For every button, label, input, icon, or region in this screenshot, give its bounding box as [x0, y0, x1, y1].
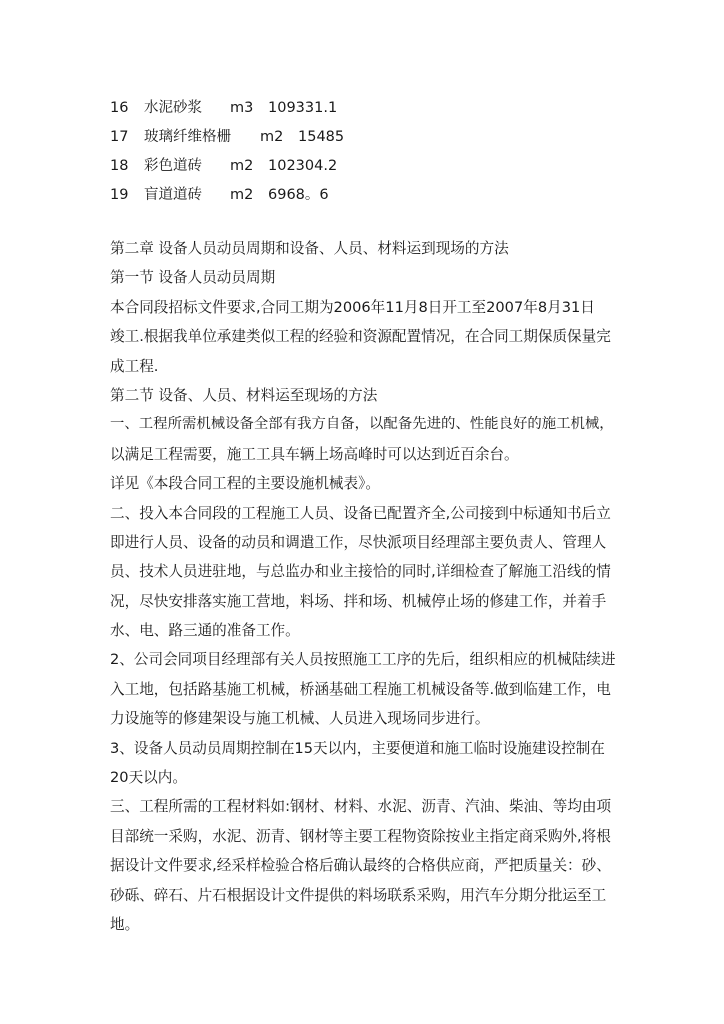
material-qty: 102304.2 — [268, 158, 338, 174]
paragraph-line: 2、公司会同项目经理部有关人员按照施工工序的先后，组织相应的机械陆续进 — [110, 651, 616, 669]
paragraph-line: 即进行人员、设备的动员和调遣工作，尽快派项目经理部主要负责人、管理人 — [110, 533, 607, 551]
paragraph-line: 入工地，包括路基施工机械，桥涵基础工程施工机械设备等.做到临建工作，电 — [110, 680, 611, 698]
paragraph-line: 地。 — [110, 915, 140, 933]
material-qty: 15485 — [298, 129, 345, 145]
material-row — [110, 94, 610, 123]
material-qty: 6968。6 — [268, 187, 329, 203]
chapter-heading: 第二章 设备人员动员周期和设备、人员、材料运到现场的方法 — [110, 240, 509, 257]
paragraph-line: 20天以内。 — [110, 769, 187, 787]
material-name: 水泥砂浆 — [144, 100, 202, 116]
material-row — [110, 152, 610, 181]
paragraph-line: 竣工.根据我单位承建类似工程的经验和资源配置情况，在合同工期保质保量完 — [110, 328, 611, 346]
material-no: 18 — [110, 158, 129, 174]
paragraph-line: 况，尽快安排落实施工营地，料场、拌和场、机械停止场的修建工作，并着手 — [110, 592, 607, 610]
material-unit: m2 — [230, 187, 254, 203]
paragraph-line: 以满足工程需要，施工工具车辆上场高峰时可以达到近百余台。 — [110, 445, 519, 463]
paragraph-line: 砂砾、碎石、片石根据设计文件提供的料场联系采购，用汽车分期分批运至工 — [110, 886, 607, 904]
paragraph-line: 据设计文件要求,经采样检验合格后确认最终的合格供应商，严把质量关：砂、 — [110, 857, 611, 875]
paragraph-line: 三、工程所需的工程材料如:钢材、材料、水泥、沥青、汽油、柴油、等均由项 — [110, 798, 612, 816]
material-row — [110, 123, 610, 152]
material-no: 17 — [110, 129, 129, 145]
material-unit: m2 — [230, 158, 254, 174]
paragraph-line: 本合同段招标文件要求,合同工期为2006年11月8日开工至2007年8月31日 — [110, 298, 595, 316]
paragraph-line: 详见《本段合同工程的主要设施机械表》。 — [110, 475, 380, 493]
material-no: 16 — [110, 100, 129, 116]
material-row — [110, 181, 610, 210]
material-unit: m3 — [230, 100, 254, 116]
material-unit: m2 — [260, 129, 284, 145]
material-name: 彩色道砖 — [144, 158, 202, 174]
material-no: 19 — [110, 187, 129, 203]
paragraph-line: 成工程. — [110, 357, 159, 375]
paragraph-line: 目部统一采购，水泥、沥青、钢材等主要工程物资除按业主指定商采购外,将根 — [110, 827, 611, 845]
paragraph-line: 水、电、路三通的准备工作。 — [110, 622, 300, 640]
material-list — [110, 94, 610, 210]
paragraph-line: 一、工程所需机械设备全部有我方自备，以配备先进的、性能良好的施工机械， — [110, 416, 614, 433]
paragraph-line: 二、投入本合同段的工程施工人员、设备已配置齐全,公司接到中标通知书后立 — [110, 504, 611, 522]
body-text — [110, 234, 618, 939]
material-name: 盲道道砖 — [144, 187, 202, 203]
paragraph-line: 3、设备人员动员周期控制在15天以内，主要便道和施工临时设施建设控制在 — [110, 739, 605, 757]
material-qty: 109331.1 — [268, 100, 338, 116]
section-heading: 第二节 设备、人员、材料运至现场的方法 — [110, 386, 378, 404]
material-name: 玻璃纤维格栅 — [144, 129, 231, 145]
section-heading: 第一节 设备人员动员周期 — [110, 269, 276, 287]
paragraph-line: 员、技术人员进驻地，与总监办和业主接恰的同时,详细检查了解施工沿线的情 — [110, 563, 611, 581]
paragraph-line: 力设施等的修建架设与施工机械、人员进入现场同步进行。 — [110, 710, 490, 728]
